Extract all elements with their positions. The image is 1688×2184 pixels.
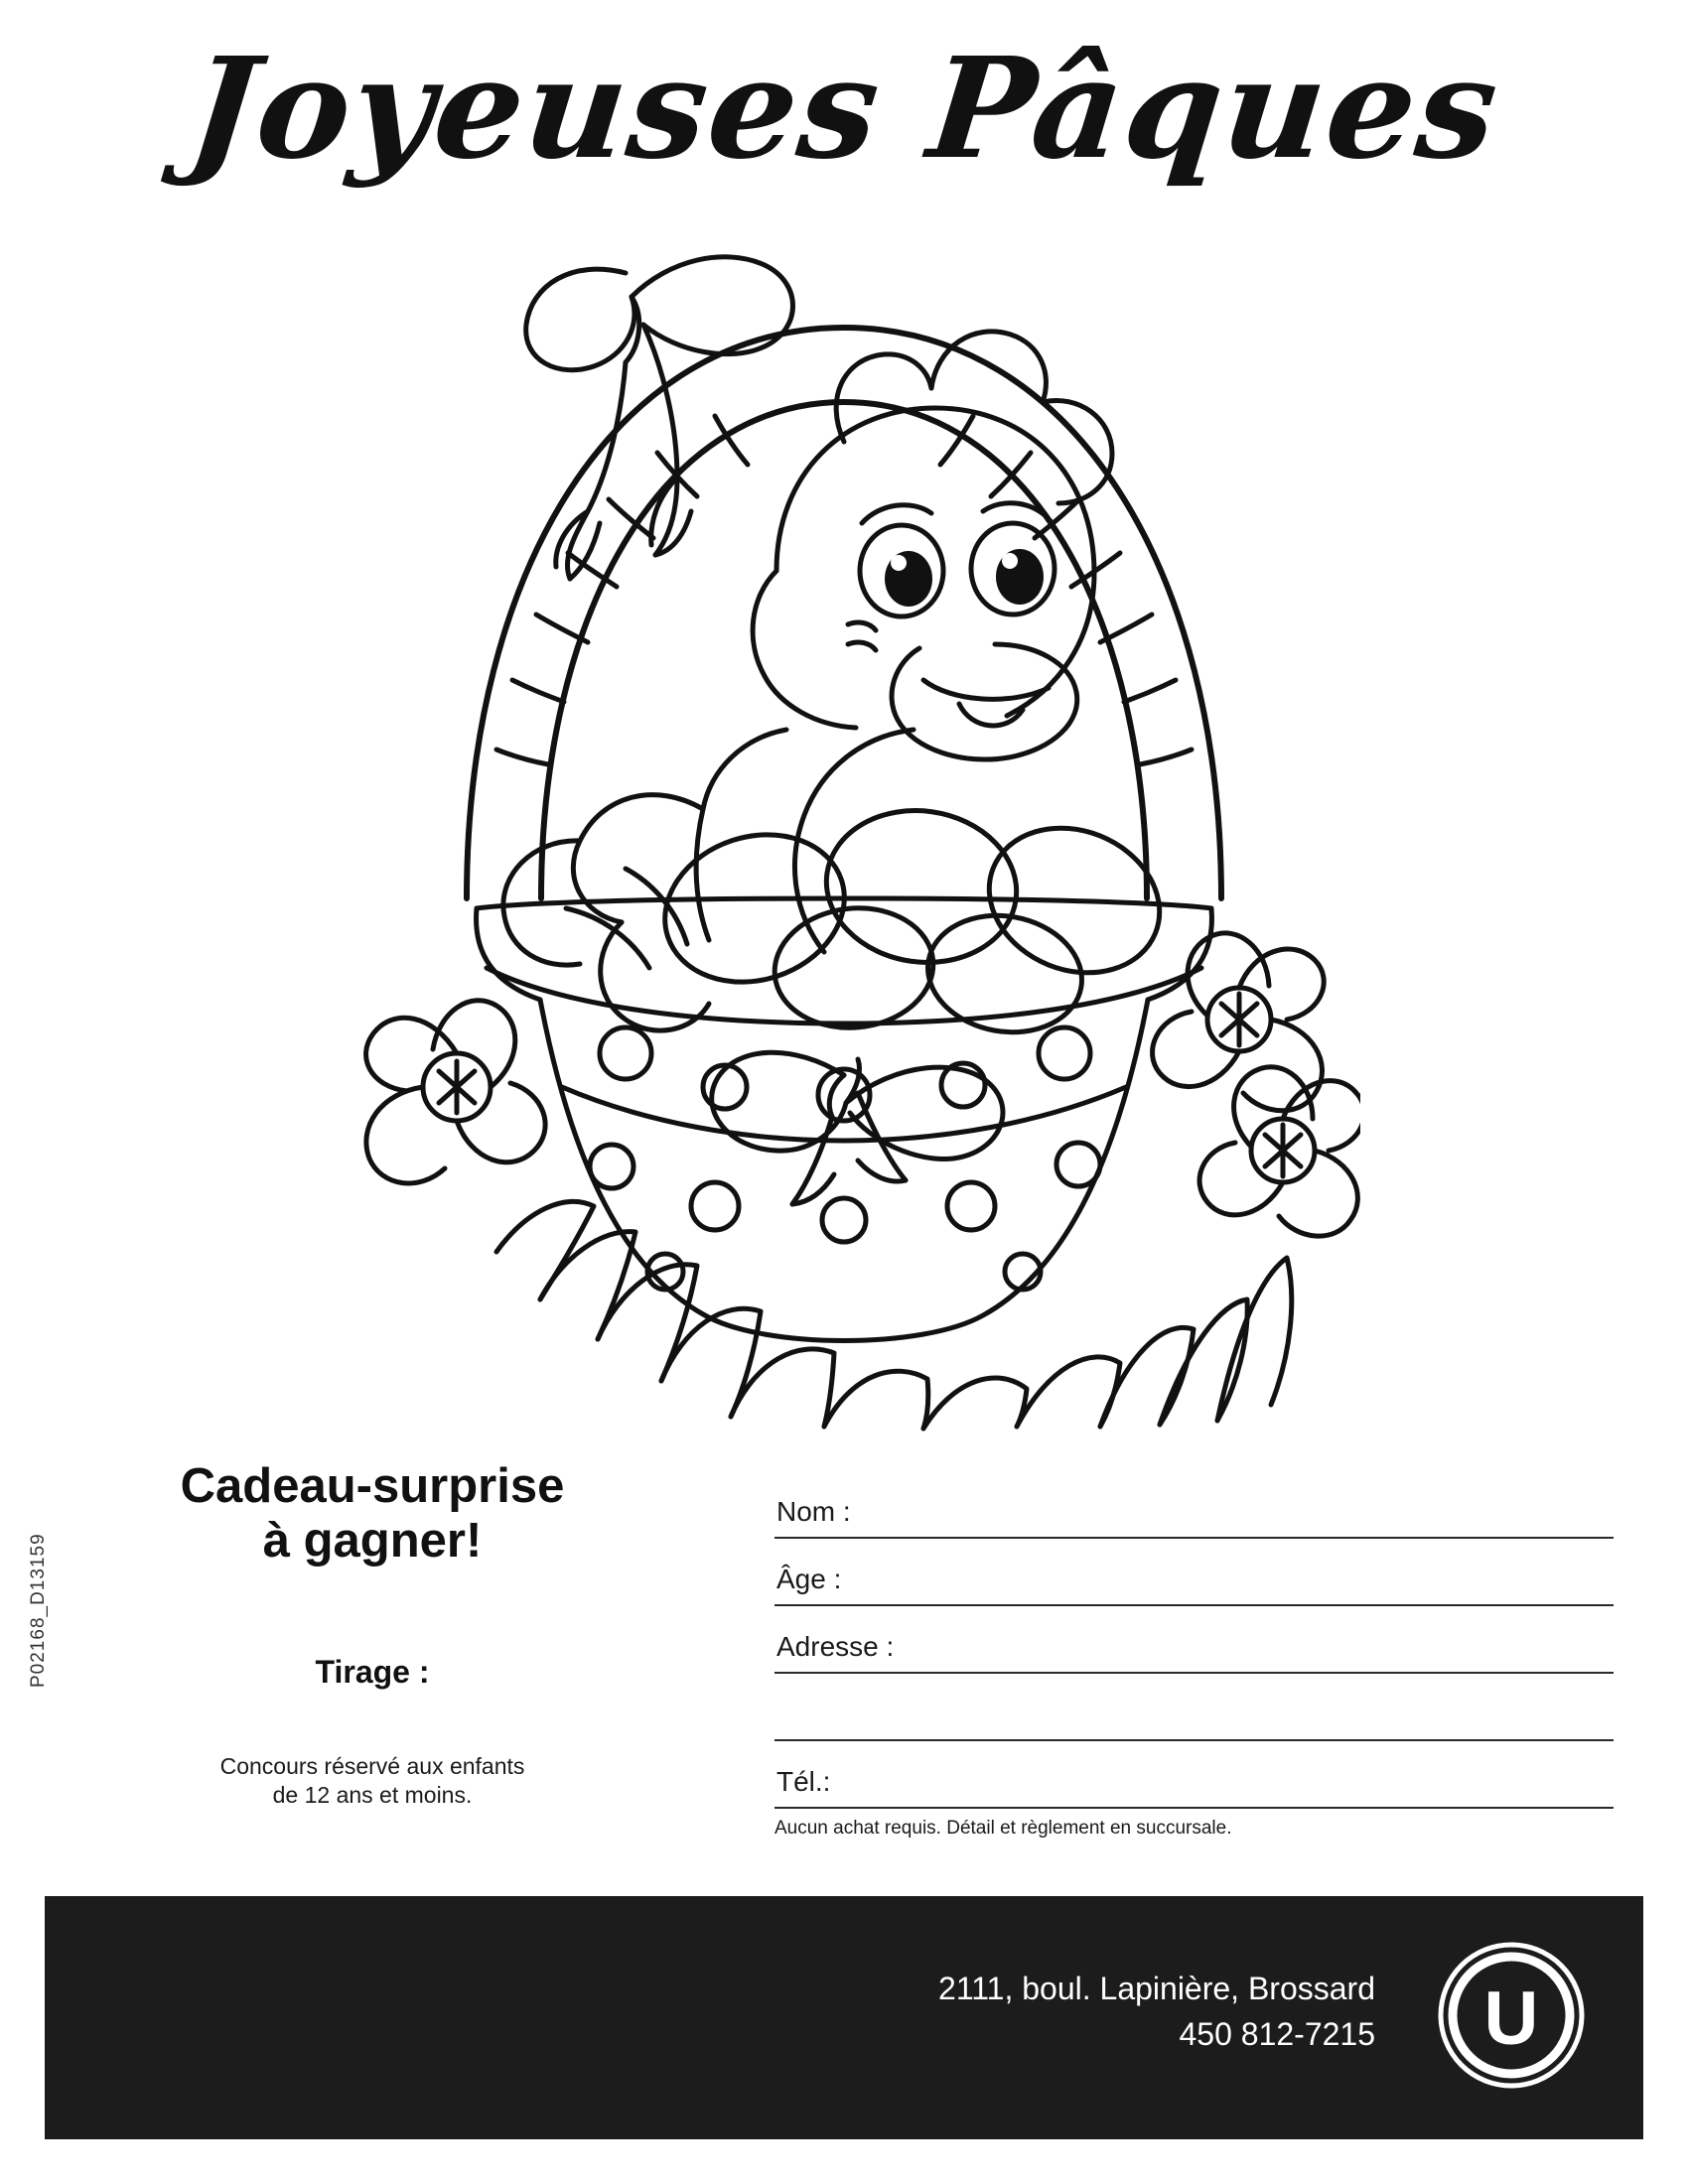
prize-heading-line-1: Cadeau-surprise (180, 1459, 565, 1513)
footer-bar (45, 1896, 1643, 2139)
form-label-age: Âge : (776, 1564, 842, 1594)
form-field-adresse[interactable] (774, 1606, 1614, 1674)
form-field-telephone[interactable] (774, 1741, 1614, 1809)
form-label-telephone: Tél.: (776, 1766, 831, 1797)
footer-address-line: 2111, boul. Lapinière, Brossard (938, 1971, 1375, 2006)
form-label-adresse: Adresse : (776, 1631, 895, 1662)
easter-basket-chick-coloring-illustration (328, 213, 1360, 1434)
entry-form (774, 1471, 1614, 1840)
promo-block (109, 1459, 635, 1811)
form-fine-print: Aucun achat requis. Détail et règlement en succursale. (774, 1818, 1232, 1839)
footer-phone-line: 450 812-7215 (1179, 2016, 1375, 2053)
brand-logo-letter: U (1483, 1977, 1539, 2061)
page-title: Joyeuses Pâques (181, 28, 1507, 191)
print-code: P02168_D13159 (28, 1533, 49, 1688)
illustration-svg (328, 213, 1360, 1434)
form-label-nom: Nom : (776, 1496, 851, 1527)
contest-rules-line-1: Concours réservé aux enfants (219, 1752, 525, 1779)
footer-contact (938, 1966, 1375, 2058)
brand-logo-svg (1437, 1941, 1586, 2090)
prize-heading (109, 1459, 635, 1569)
form-field-adresse-line-2[interactable] (774, 1674, 1614, 1741)
contest-rules (109, 1752, 635, 1811)
prize-heading-line-2: à gagner! (262, 1513, 483, 1568)
form-field-age[interactable] (774, 1539, 1614, 1606)
form-field-nom[interactable] (774, 1471, 1614, 1539)
draw-label: Tirage : (315, 1653, 430, 1690)
brand-logo-icon (1437, 1941, 1586, 2090)
contest-rules-line-2: de 12 ans et moins. (272, 1782, 473, 1809)
